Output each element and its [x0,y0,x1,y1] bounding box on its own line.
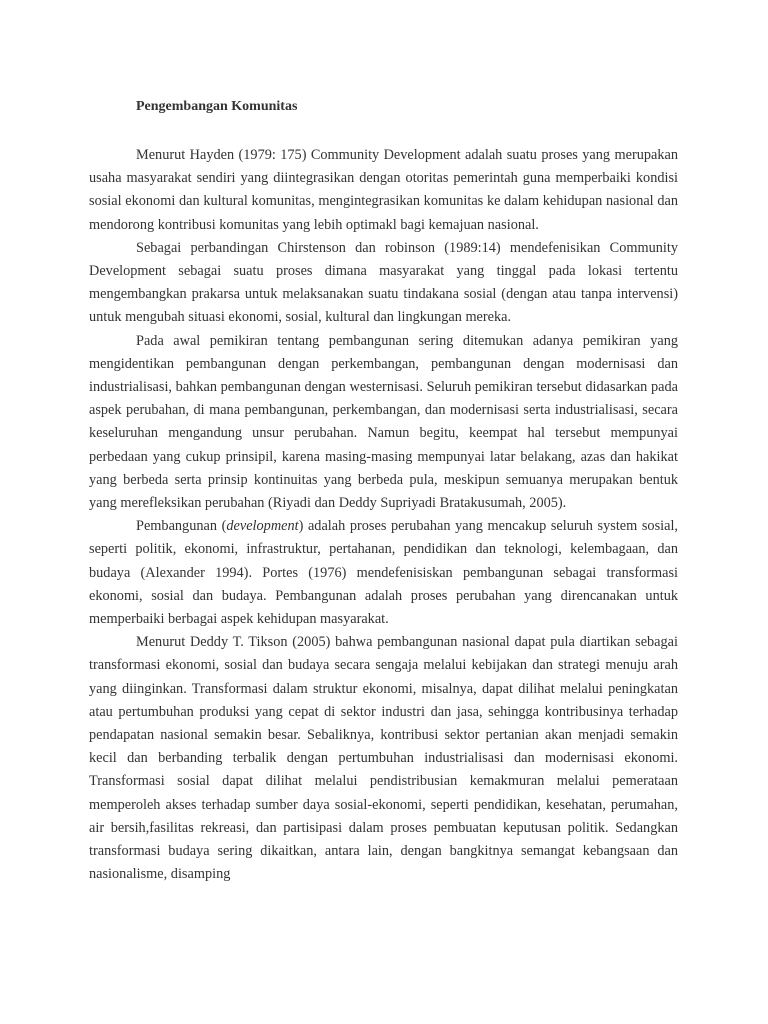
document-body [89,95,678,887]
paragraph-pemikiran-pembangunan: Pada awal pemikiran tentang pembangunan sering ditemukan adanya pemikiran yang mengidentikan pembangunan dengan perkembangan, pembangunan dengan modernisasi dan industrialisasi, bahkan pembangunan dengan westernisasi. Seluruh pemikiran tersebut didasarkan pada aspek perubahan, di mana pembangunan, perkembangan, dan modernisasi serta industrialisasi, secara keseluruhan mengandung unsur perubahan. Namun begitu, keempat hal tersebut mempunyai perbedaan yang cukup prinsipil, karena masing-masing mempunyai latar belakang, azas dan hakikat yang berbeda serta prinsip kontinuitas yang berbeda pula, meskipun semuanya merupakan bentuk yang merefleksikan perubahan (Riyadi dan Deddy Supriyadi Bratakusumah, 2005). [89,332,678,512]
development-emphasis: development [226,518,299,535]
document-heading: Pengembangan Komunitas [136,99,298,114]
paragraph-hayden: Menurut Hayden (1979: 175) Community Development adalah suatu proses yang merupakan usaha masyarakat sendiri yang diintegrasikan dengan otoritas pemerintah guna memperbaiki kondisi sosial ekonomi dan kultural komunitas, mengintegrasikan komunitas ke dalam kehidupan nasional dan mendorong kontribusi komunitas yang lebih optimakl bagi kemajuan nasional. [89,147,678,233]
paragraph-chirstenson: Sebagai perbandingan Chirstenson dan robinson (1989:14) mendefenisikan Community Development sebagai suatu proses dimana masyarakat yang tinggal pada lokasi tertentu mengembangkan prakarsa untuk melaksanakan suatu tindakana sosial (dengan atau tanpa intervensi) untuk mengubah situasi ekonomi, sosial, kultural dan lingkungan mereka. [89,239,678,326]
paragraph-tikson: Menurut Deddy T. Tikson (2005) bahwa pembangunan nasional dapat pula diartikan sebagai transformasi ekonomi, sosial dan budaya secara sengaja melalui kebijakan dan strategi menuju arah yang diinginkan. Transformasi dalam struktur ekonomi, misalnya, dapat dilihat melalui peningkatan atau pertumbuhan produksi yang cepat di sektor industri dan jasa, sehingga kontribusinya terhadap pendapatan nasional semakin besar. Sebaliknya, kontribusi sektor pertanian akan menjadi semakin kecil dan berbanding terbalik dengan pertumbuhan industrialisasi dan modernisasi ekonomi. Transformasi sosial dapat dilihat melalui pendistribusian kemakmuran melalui pemerataan memperoleh akses terhadap sumber daya sosial-ekonomi, seperti pendidikan, kesehatan, perumahan, air bersih,fasilitas rekreasi, dan partisipasi dalam proses pembuatan keputusan politik. Sedangkan transformasi budaya sering dikaitkan, antara lain, dengan bangkitnya semangat kebangsaan dan nasionalisme, disamping [89,634,678,883]
paragraph-text-after: ) adalah proses perubahan yang mencakup seluruh system sosial, seperti politik, ekonomi, infrastruktur, pertahanan, pendidikan dan teknologi, kelembagaan, dan budaya (Alexander 1994). Portes (1976) mendefenisiskan pembangunan sebagai transformasi ekonomi, sosial dan budaya. Pembangunan adalah proses perubahan yang direncanakan untuk memperbaiki berbagai aspek kehidupan masyarakat. [89,518,678,628]
paragraph-text-before: Pembangunan ( [136,518,227,535]
paragraph-pembangunan-definition [89,515,678,631]
